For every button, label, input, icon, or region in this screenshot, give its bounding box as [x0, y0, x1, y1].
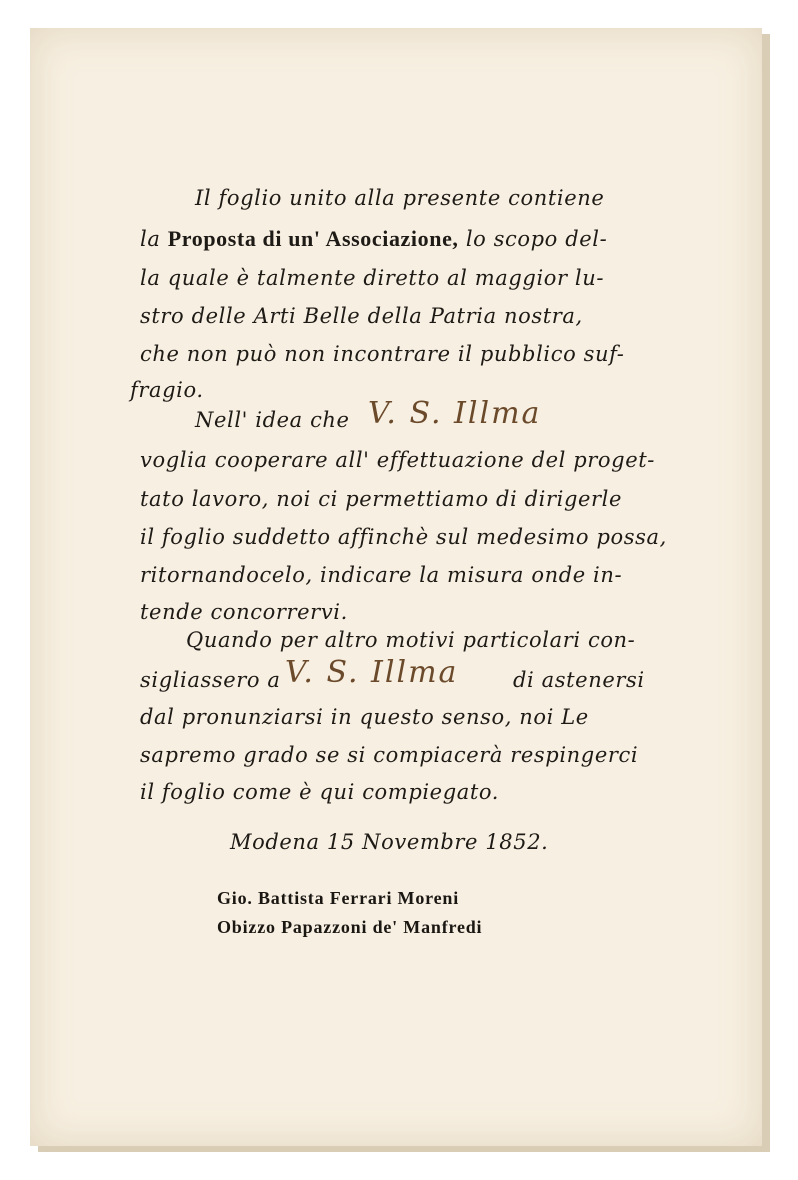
- dateline: Modena 15 Novembre 1852.: [230, 830, 549, 854]
- p2-line3: tato lavoro, noi ci permettiamo di dirigerle: [140, 487, 623, 511]
- p3-line4: sapremo grado se si compiacerà respingerci: [140, 743, 639, 767]
- p1-line4: stro delle Arti Belle della Patria nostra,: [140, 304, 583, 328]
- p2-line2: voglia cooperare all' effettuazione del proget-: [140, 448, 655, 472]
- p3-line1: Quando per altro motivi particolari con-: [186, 628, 636, 652]
- p1-line2-pre: la: [140, 227, 161, 251]
- signatory-2: Obizzo Papazzoni de' Manfredi: [217, 917, 483, 937]
- p3-line3: dal pronunziarsi in questo senso, noi Le: [140, 705, 589, 729]
- p2-line6: tende concorrervi.: [140, 600, 348, 624]
- handwritten-addressee-2: V. S. Illma: [285, 655, 459, 690]
- p2-line4: il foglio suddetto affinchè sul medesimo possa,: [140, 525, 667, 549]
- p3-line2-post: di astenersi: [513, 668, 645, 692]
- p1-line2-post: lo scopo del-: [465, 227, 608, 251]
- p1-line2: [140, 226, 607, 252]
- p1-line6: fragio.: [130, 378, 204, 402]
- p2-line5: ritornandocelo, indicare la misura onde in-: [140, 563, 623, 587]
- signatory-1: Gio. Battista Ferrari Moreni: [217, 888, 460, 908]
- proposal-title: Proposta di un' Associazione,: [167, 226, 459, 251]
- handwritten-addressee-1: V. S. Illma: [368, 396, 542, 431]
- p1-line5: che non può non incontrare il pubblico suf-: [140, 342, 625, 366]
- p3-line5: il foglio come è qui compiegato.: [140, 780, 500, 804]
- p3-line2-pre: sigliassero a: [140, 668, 281, 692]
- p1-line1: Il foglio unito alla presente contiene: [195, 186, 605, 210]
- p2-line1: Nell' idea che: [195, 408, 350, 432]
- p1-line3: la quale è talmente diretto al maggior lu-: [140, 266, 605, 290]
